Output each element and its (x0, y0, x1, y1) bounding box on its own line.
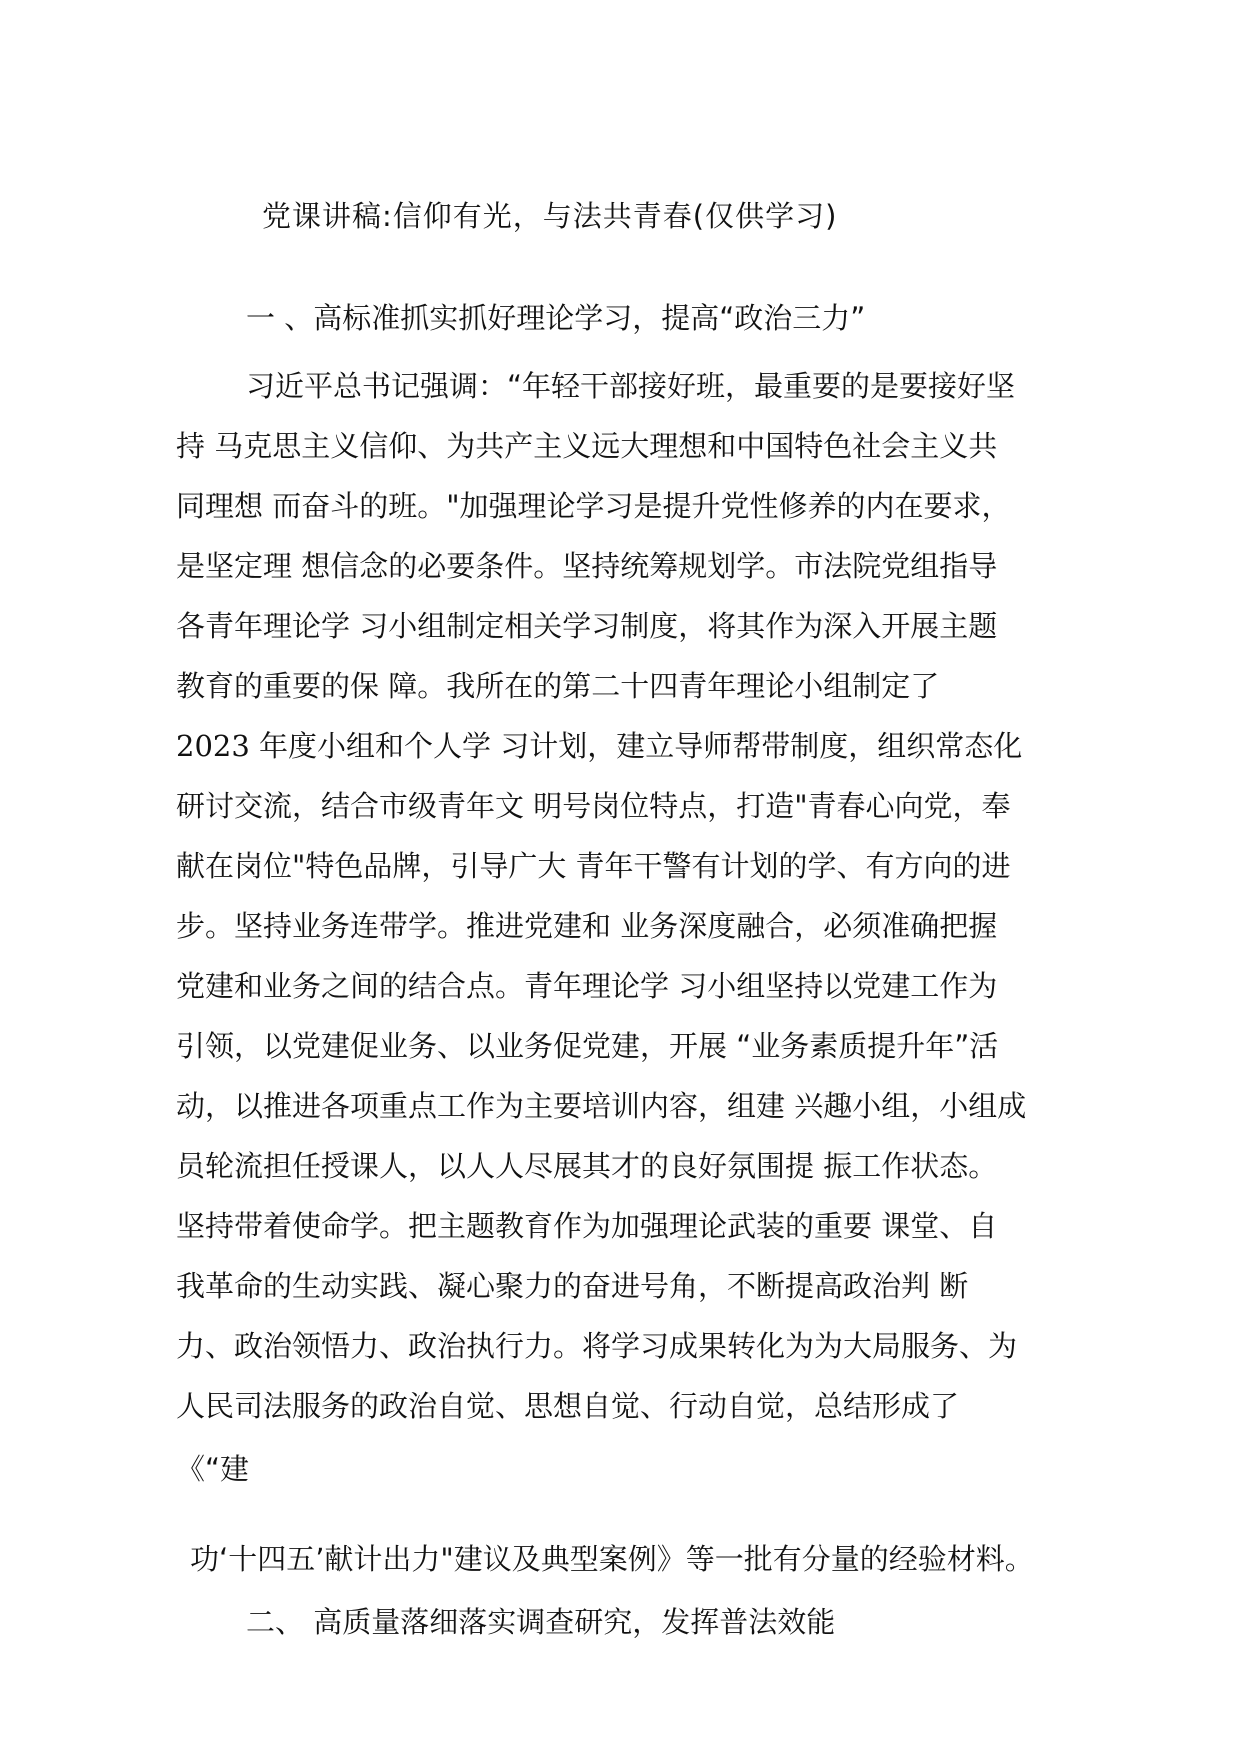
body-line: 人民司法服务的政治自觉、思想自觉、行动自觉，总结形成了 (176, 1389, 960, 1423)
body-paragraph (176, 356, 1076, 1436)
body-line: 动，以推进各项重点工作为主要培训内容，组建 兴趣小组，小组成 (176, 1089, 1027, 1123)
body-line: 步。坚持业务连带学。推进党建和 业务深度融合，必须准确把握 (176, 909, 998, 943)
body-line: 引领，以党建促业务、以业务促党建，开展 “业务素质提升年”活 (176, 1029, 999, 1063)
body-line: 持 马克思主义信仰、为共产主义远大理想和中国特色社会主义共 (176, 429, 998, 463)
orphan-line: 《“建 (176, 1452, 250, 1486)
body-line: 习近平总书记强调：“年轻干部接好班，最重要的是要接好坚 (246, 369, 1016, 403)
continuation-line: 功‘十四五’献计出力"建议及典型案例》等一批有分量的经验材料。 (190, 1542, 1034, 1576)
body-line: 党建和业务之间的结合点。青年理论学 习小组坚持以党建工作为 (176, 969, 998, 1003)
body-line: 是坚定理 想信念的必要条件。坚持统筹规划学。市法院党组指导 (176, 549, 998, 583)
body-line: 我革命的生动实践、凝心聚力的奋进号角，不断提高政治判 断 (176, 1269, 969, 1303)
body-line: 研讨交流，结合市级青年文 明号岗位特点，打造"青春心向党，奉 (176, 789, 1011, 823)
body-line: 献在岗位"特色品牌，引导广大 青年干警有计划的学、有方向的进 (176, 849, 1011, 883)
body-line: 员轮流担任授课人，以人人尽展其才的良好氛围提 振工作状态。 (176, 1149, 998, 1183)
section-heading-1: 一 、高标准抓实抓好理论学习，提高“政治三力” (246, 301, 866, 335)
section-heading-2: 二、 高质量落细落实调查研究，发挥普法效能 (246, 1605, 836, 1639)
body-line: 教育的重要的保 障。我所在的第二十四青年理论小组制定了 (176, 669, 940, 703)
body-line: 力、政治领悟力、政治执行力。将学习成果转化为为大局服务、为 (176, 1329, 1018, 1363)
body-line: 坚持带着使命学。把主题教育作为加强理论武装的重要 课堂、自 (176, 1209, 998, 1243)
body-line: 同理想 而奋斗的班。"加强理论学习是提升党性修养的内在要求， (176, 489, 1011, 523)
document-title: 党课讲稿:信仰有光，与法共青春(仅供学习) (262, 199, 838, 233)
body-line: 各青年理论学 习小组制定相关学习制度，将其作为深入开展主题 (176, 609, 998, 643)
body-line: 2023 年度小组和个人学 习计划，建立导师帮带制度，组织常态化 (176, 729, 1023, 763)
